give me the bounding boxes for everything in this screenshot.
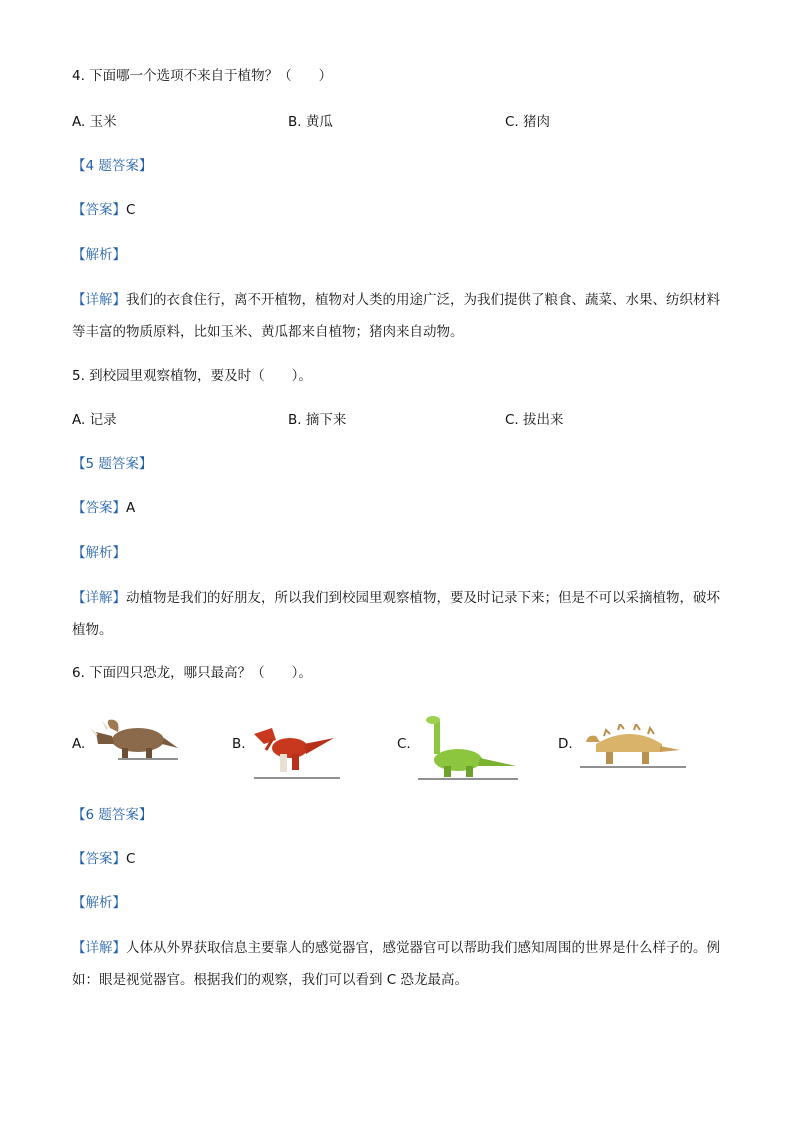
q5-option-a: A. 记录 [72,412,117,428]
q5-answer [72,498,135,518]
q6-detail-label: 【详解】 [72,940,126,956]
q6-answer [72,849,135,869]
q6-analysis-label: 【解析】 [72,895,126,911]
q4-option-b: B. 黄瓜 [288,114,333,130]
q6-answer-label: 【答案】 [72,851,126,867]
q5-answer-label: 【答案】 [72,500,126,516]
q6-question: 6. 下面四只恐龙，哪只最高？（ ）。 [72,665,312,681]
q4-detail [72,284,732,348]
q6-option-d: D. [558,736,573,752]
triceratops-image [88,712,180,762]
brachiosaurus-image [416,714,520,782]
q5-answer-value: A [126,500,136,516]
q6-section-header: 【6 题答案】 [72,807,153,823]
q5-detail [72,582,732,646]
q5-detail-label: 【详解】 [72,590,126,606]
q6-option-c: C. [397,736,411,752]
q5-detail-text: 动植物是我们的好朋友，所以我们到校园里观察植物，要及时记录下来；但是不可以采摘植物，破坏植物。 [72,590,720,638]
q5-option-c: C. 拔出来 [505,412,564,428]
q5-section-header: 【5 题答案】 [72,456,153,472]
q4-answer-value: C [126,202,136,218]
q6-option-a: A. [72,736,86,752]
q6-answer-value: C [126,851,136,867]
q4-answer-label: 【答案】 [72,202,126,218]
q6-detail [72,932,732,996]
q4-section-header: 【4 题答案】 [72,158,153,174]
tyrannosaurus-image [250,724,344,782]
q5-analysis-label: 【解析】 [72,545,126,561]
q4-option-c: C. 猪肉 [505,114,551,130]
q4-answer [72,200,135,220]
q6-option-b: B. [232,736,246,752]
q4-detail-text: 我们的衣食住行，离不开植物，植物对人类的用途广泛，为我们提供了粮食、蔬菜、水果、纺织材料等丰富的物质原料，比如玉米、黄瓜都来自植物；猪肉来自动物。 [72,292,720,340]
q4-question: 4. 下面哪一个选项不来自于植物？（ ） [72,68,333,84]
q4-analysis-label: 【解析】 [72,247,126,263]
q4-option-a: A. 玉米 [72,114,117,130]
ankylosaurus-image [580,724,686,770]
q5-option-b: B. 摘下来 [288,412,347,428]
q6-detail-text: 人体从外界获取信息主要靠人的感觉器官，感觉器官可以帮助我们感知周围的世界是什么样子的。例如：眼是视觉器官。根据我们的观察，我们可以看到 C 恐龙最高。 [72,940,720,988]
q5-question: 5. 到校园里观察植物，要及时（ ）。 [72,368,312,384]
q4-detail-label: 【详解】 [72,292,126,308]
